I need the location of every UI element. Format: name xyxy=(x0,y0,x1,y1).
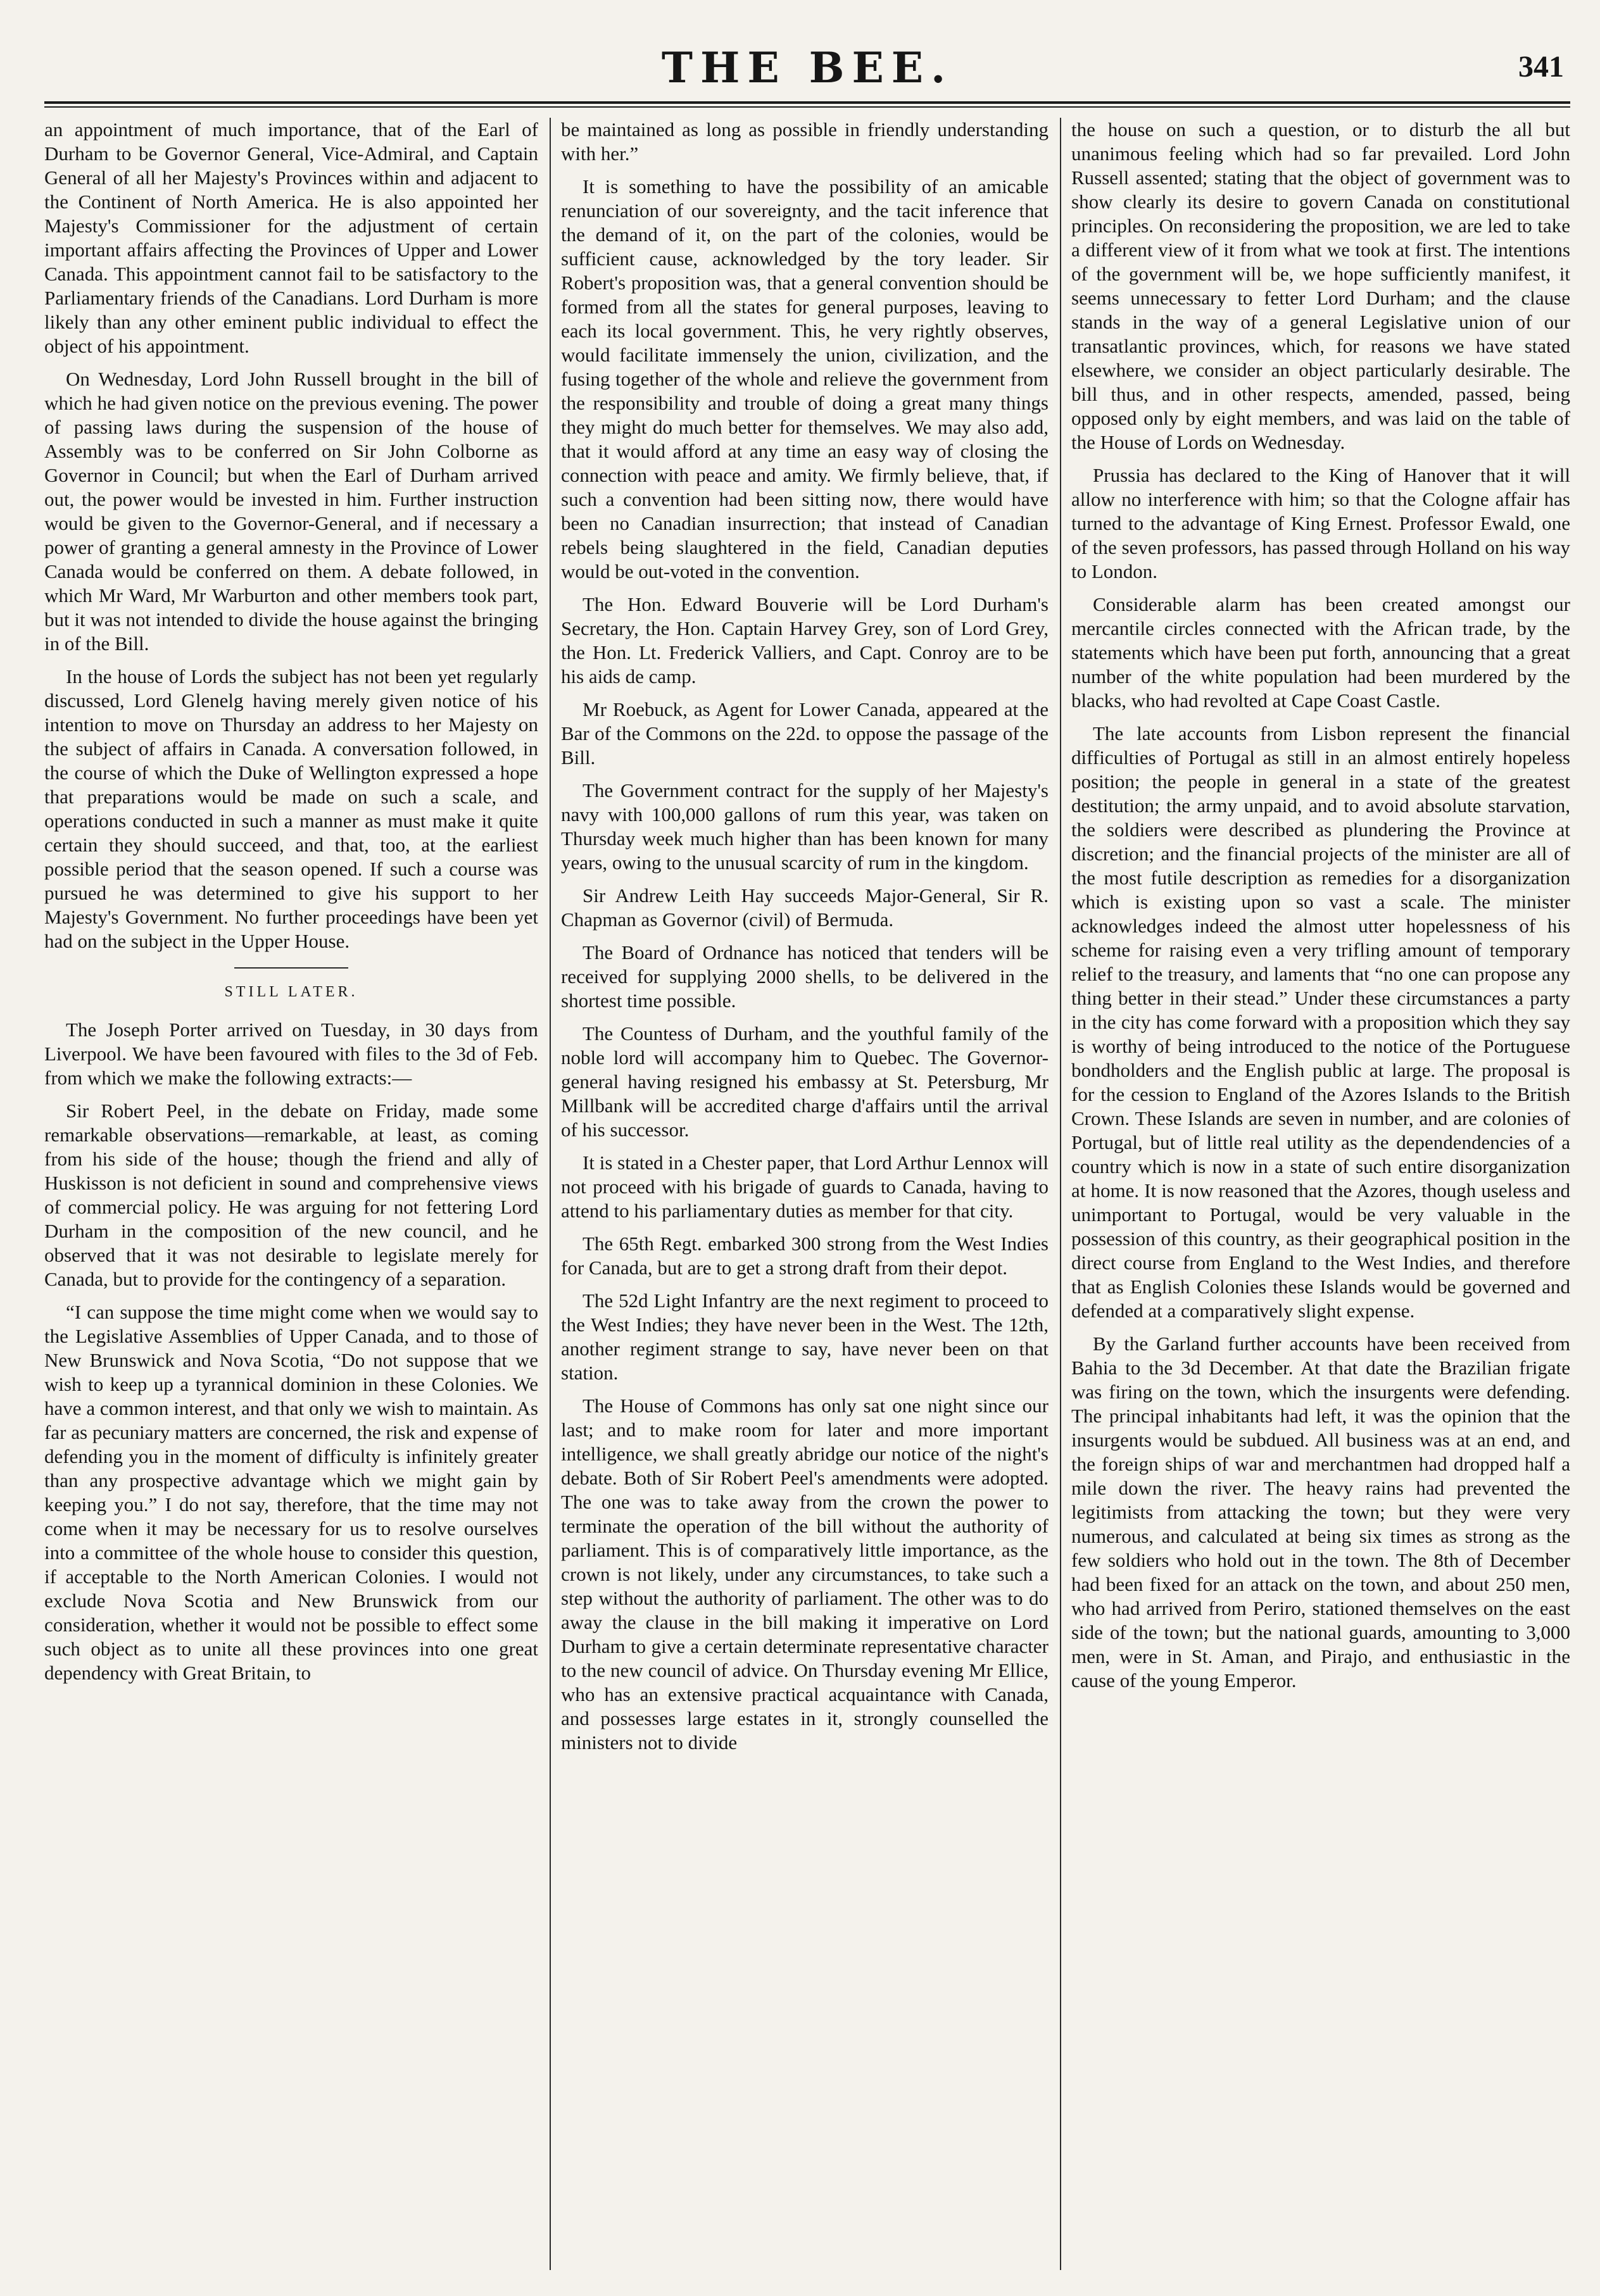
column-3 xyxy=(1071,118,1570,2270)
article-paragraph: It is something to have the possibility of an amicable renunciation of our sovereignty, and the tacit inference that the demand of it, on the part of the colonies, would be sufficient cause, acknowledged by the tory leader. Sir Robert's proposition was, that a general convention should be formed from all the states for general purposes, leaving to each its local government. This, he very rightly observes, would facilitate immensely the union, civilization, and the fusing together of the whole and relieve the government from the responsibility and trouble of doing a great many things they might do much better for themselves. We may also add, that it would afford at any time an easy way of closing the connection with peace and amity. We firmly believe, that, if such a convention had been sitting now, there would have been no Canadian insurrection; that instead of Canadian rebels being slaughtered in the field, Canadian deputies would be out-voted in the convention. xyxy=(561,175,1049,582)
article-paragraph: The Government contract for the supply of her Majesty's navy with 100,000 gallons of rum this year, was taken on Thursday week much higher than has been known for many years, owing to the unusual scarcity of rum in the kingdom. xyxy=(561,779,1049,874)
article-paragraph: The Board of Ordnance has noticed that tenders will be received for supplying 2000 shells, to be delivered in the shortest time possible. xyxy=(561,941,1049,1012)
column-1 xyxy=(44,118,538,2270)
article-paragraph: “I can suppose the time might come when we would say to the Legislative Assemblies of Upper Canada, and to those of New Brunswick and Nova Scotia, “Do not suppose that we wish to keep up a tyrannical dominion in these Colonies. We have a common interest, and that only we wish to maintain. As far as pecuniary matters are concerned, the risk and expense of defending you in the moment of difficulty is infinitely greater than any prospective advantage which we might gain by keeping you.” I do not say, therefore, that the time may not come when it may be necessary for us to resolve ourselves into a committee of the whole house to consider this question, if acceptable to the North American Colonies. I would not exclude Nova Scotia and New Brunswick from our consideration, whether it would not be possible to effect some such object as to unite all these provinces into one great dependency with Great Britain, to xyxy=(44,1301,538,1684)
column-divider xyxy=(550,118,551,2270)
article-paragraph: The late accounts from Lisbon represent the financial difficulties of Portugal as still in an almost entirely hopeless position; the people in general in a state of the greatest destitution; the army unpaid, and to avoid absolute starvation, the soldiers were described as plundering the Province at discretion; and the financial projects of the minister are all of the most futile description as remedies for a disorganization which is existing upon so vast a scale. The minister acknowledges indeed the almost utter hopelessness of his scheme for raising even a very trifling amount of temporary relief to the treasury, and laments that “no one can propose any thing better in their stead.” Under these circumstances a party in the city has come forward with a proposition which they say is worthy of being introduced to the notice of the Portuguese bondholders and the English public at large. The proposal is for the cession to England of the Azores Islands to the British Crown. These Islands are seven in number, and are colonies of Portugal, but of little real utility as the dependendencies of a country which is now in a state of such entire disorganization at home. It is now reasoned that the Azores, though useless and unimportant to Portugal, would be very valuable in the possession of this country, as their geographical position in the direct course from England to the West Indies, and therefore that as English Colonies these Islands would be governed and defended at a comparatively slight expense. xyxy=(1071,722,1570,1322)
article-paragraph: The 65th Regt. embarked 300 strong from the West Indies for Canada, but are to get a strong draft from their depot. xyxy=(561,1233,1049,1279)
section-heading: STILL LATER. xyxy=(224,984,358,1000)
article-paragraph: the house on such a question, or to disturb the all but unanimous feeling which had so far prevailed. Lord John Russell assented; stating that the object of government was to show clearly its desire to govern Canada on constitutional principles. On reconsidering the proposition, we are led to take a different view of it from what we took at first. The intentions of the government will be, we hope sufficiently manifest, it seems unnecessary to fetter Lord Durham; and the clause stands in the way of a general Legislative union of our transatlantic provinces, which, for reasons we have stated elsewhere, we consider an object particularly desirable. The bill thus, and in other respects, amended, passed, being opposed only by eight members, and was laid on the table of the House of Lords on Wednesday. xyxy=(1071,118,1570,453)
article-paragraph: Mr Roebuck, as Agent for Lower Canada, appeared at the Bar of the Commons on the 22d. to oppose the passage of the Bill. xyxy=(561,698,1049,768)
article-paragraph: The Countess of Durham, and the youthful family of the noble lord will accompany him to Quebec. The Governor-general having resigned his embassy at St. Petersburg, Mr Millbank will be accredited charge d'affairs until the arrival of his successor. xyxy=(561,1022,1049,1141)
article-paragraph: Prussia has declared to the King of Hanover that it will allow no interference with him; so that the Cologne affair has turned to the advantage of King Ernest. Professor Ewald, one of the seven professors, has passed through Holland on his way to London. xyxy=(1071,464,1570,582)
article-paragraph: an appointment of much importance, that of the Earl of Durham to be Governor General, Vice-Admiral, and Captain General of all her Majesty's Provinces within and adjacent to the Continent of North America. He is also appointed her Majesty's Commissioner for the adjustment of certain important affairs affecting the Provinces of Upper and Lower Canada. This appointment cannot fail to be satisfactory to the Parliamentary friends of the Canadians. Lord Durham is more likely than any other eminent public individual to effect the object of his appointment. xyxy=(44,118,538,357)
article-paragraph: The House of Commons has only sat one night since our last; and to make room for later and more important intelligence, we shall greatly abridge our notice of the night's debate. Both of Sir Robert Peel's amendments were adopted. The one was to take away from the crown the power to terminate the operation of the bill without the authority of parliament. This is of comparatively little importance, as the crown is not likely, under any circumstances, to take such a step without the authority of parliament. The other was to do away the clause in the bill making it imperative on Lord Durham to give a certain determinate representative character to the new council of advice. On Thursday evening Mr Ellice, who has an extensive practical acquaintance with Canada, and possesses large estates in it, strongly counselled the ministers not to divide xyxy=(561,1395,1049,1753)
article-paragraph: be maintained as long as possible in friendly understanding with her.” xyxy=(561,118,1049,165)
newspaper-title: THE BEE. xyxy=(661,43,954,92)
article-paragraph: In the house of Lords the subject has not been yet regularly discussed, Lord Glenelg having merely given notice of his intention to move on Thursday an address to her Majesty on the subject of affairs in Canada. A conversation followed, in the course of which the Duke of Wellington expressed a hope that preparations would be made on such a scale, and operations conducted in such a manner as must make it quite certain they should succeed, and that, too, at the earliest possible period that the season opened. If such a course was pursued he was determined to give his support to her Majesty's Government. No further proceedings have been yet had on the subject in the Upper House. xyxy=(44,665,538,952)
article-paragraph: On Wednesday, Lord John Russell brought in the bill of which he had given notice on the previous evening. The power of passing laws during the suspension of the house of Assembly was to be conferred on Sir John Colborne as Governor in Council; but when the Earl of Durham arrived out, the power would be invested in him. Further instruction would be given to the Governor-General, and if necessary a power of granting a general amnesty in the Province of Lower Canada would be conferred on them. A debate followed, in which Mr Ward, Mr Warburton and other members took part, but it was not intended to divide the house against the bringing in of the Bill. xyxy=(44,368,538,655)
article-paragraph: The Hon. Edward Bouverie will be Lord Durham's Secretary, the Hon. Captain Harvey Grey, son of Lord Grey, the Hon. Lt. Frederick Valliers, and Capt. Conroy are to be his aids de camp. xyxy=(561,593,1049,687)
article-paragraph: The 52d Light Infantry are the next regiment to proceed to the West Indies; they have never been in the West. The 12th, another regiment strange to say, have never been on that station. xyxy=(561,1289,1049,1384)
column-divider xyxy=(1060,118,1061,2270)
article-paragraph: Sir Robert Peel, in the debate on Friday, made some remarkable observations—remarkable, at least, as coming from his side of the house; though the friend and ally of Huskisson is not deficient in sound and comprehensive views of commercial policy. He was arguing for not fettering Lord Durham in the composition of the new council, and he observed that it was not desirable to legislate merely for Canada, but to provide for the contingency of a separation. xyxy=(44,1100,538,1290)
masthead xyxy=(44,38,1570,104)
page-number: 341 xyxy=(1518,50,1564,84)
article-paragraph: It is stated in a Chester paper, that Lord Arthur Lennox will not proceed with his brigade of guards to Canada, having to attend to his parliamentary duties as member for that city. xyxy=(561,1151,1049,1222)
header-rule xyxy=(44,106,1570,108)
article-paragraph: The Joseph Porter arrived on Tuesday, in 30 days from Liverpool. We have been favoured with files to the 3d of Feb. from which we make the following extracts:— xyxy=(44,1019,538,1089)
article-paragraph: Considerable alarm has been created amongst our mercantile circles connected with the African trade, by the statements which have been put forth, announcing that a great number of the white population had been murdered by the blacks, who had revolted at Cape Coast Castle. xyxy=(1071,593,1570,712)
article-paragraph: Sir Andrew Leith Hay succeeds Major-General, Sir R. Chapman as Governor (civil) of Bermuda. xyxy=(561,884,1049,931)
section-divider xyxy=(234,967,348,969)
article-paragraph: By the Garland further accounts have been received from Bahia to the 3d December. At that date the Brazilian frigate was firing on the town, which the insurgents were defending. The principal inhabitants had left, it was the opinion that the insurgents would be subdued. All business was at an end, and the foreign ships of war and merchantmen had dropped half a mile down the river. The heavy rains had prevented the legitimists from attacking the town; but they were very numerous, and calculated at being six times as strong as the few soldiers who hold out in the town. The 8th of December had been fixed for an attack on the town, and about 250 men, who had arrived from Periro, stationed themselves on the east side of the town; but the national guards, amounting to 3,000 men, were in St. Aman, and Pirajo, and enthusiastic in the cause of the young Emperor. xyxy=(1071,1333,1570,1691)
column-2 xyxy=(561,118,1049,2270)
